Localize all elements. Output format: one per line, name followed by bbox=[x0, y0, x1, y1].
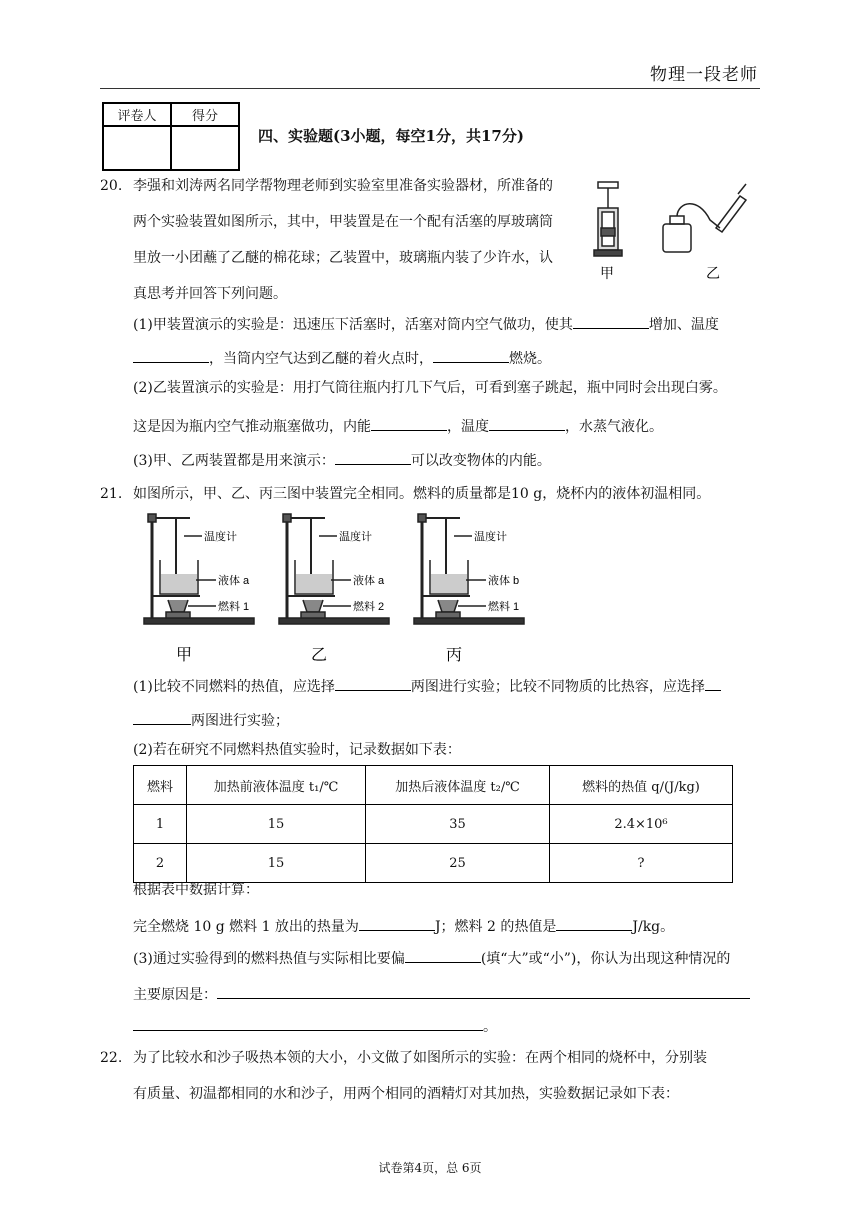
q21-part1-line2 bbox=[133, 708, 289, 731]
setup-yi-liquid-label: 液体 a bbox=[353, 575, 385, 587]
q21-part1-text-a: (1)比较不同燃料的热值，应选择 bbox=[133, 679, 335, 695]
q20-blank-5[interactable] bbox=[489, 414, 565, 431]
table-header-cell: 燃料 bbox=[134, 766, 187, 805]
reviewer-cell bbox=[103, 126, 171, 170]
table-header-cell: 加热后液体温度 t₂/℃ bbox=[366, 766, 550, 805]
q20-part2-text-d: ，水蒸气液化。 bbox=[565, 419, 663, 435]
q21-apparatus-figure bbox=[140, 508, 540, 668]
setup-bing-liquid-label: 液体 b bbox=[488, 575, 520, 587]
q21-part3-text-a: (3)通过实验得到的燃料热值与实际相比要偏 bbox=[133, 951, 405, 967]
setup-bing-thermometer-label: 温度计 bbox=[474, 531, 507, 543]
fuel-data-table bbox=[133, 765, 733, 883]
q22-line-1: 为了比较水和沙子吸热本领的大小，小文做了如图所示的实验：在两个相同的烧杯中，分别装 bbox=[133, 1050, 707, 1066]
q20-number: 20. bbox=[100, 178, 123, 194]
setup-jia-caption: 甲 bbox=[176, 647, 193, 664]
q20-part2-line1: (2)乙装置演示的实验是：用打气筒往瓶内打几下气后，可看到塞子跳起，瓶中同时会出现白雾。 bbox=[133, 380, 727, 396]
q20-part2-text-c: ，温度 bbox=[447, 419, 489, 435]
setup-jia bbox=[144, 514, 254, 664]
q20-part1-line1 bbox=[133, 312, 719, 335]
q22-number: 22. bbox=[100, 1050, 123, 1066]
q20-apparatus-figure bbox=[588, 172, 760, 290]
fig-label-yi: 乙 bbox=[706, 265, 720, 281]
q20-intro-line-1: 李强和刘涛两名同学帮物理老师到实验室里准备实验器材，所准备的 bbox=[133, 178, 553, 194]
q21-blank-5[interactable] bbox=[405, 946, 481, 963]
table-cell: 2.4×10⁶ bbox=[550, 805, 733, 844]
table-cell: 25 bbox=[366, 844, 550, 883]
header-divider bbox=[100, 88, 760, 89]
q21-part1-text-b: 两图进行实验；比较不同物质的比热容，应选择 bbox=[410, 679, 705, 695]
q20-part3-line bbox=[133, 448, 551, 471]
setup-yi-caption: 乙 bbox=[311, 647, 328, 664]
q21-blank-2a[interactable] bbox=[705, 674, 721, 691]
q21-part3-line1 bbox=[133, 946, 730, 969]
q21-calc-text-b: J；燃料 2 的热值是 bbox=[434, 919, 557, 935]
table-header-cell: 燃料的热值 q/(J/kg) bbox=[550, 766, 733, 805]
section-title: 四、实验题(3小题，每空1分，共17分) bbox=[258, 127, 524, 145]
table-row bbox=[134, 844, 733, 883]
q20-intro-line-2: 两个实验装置如图所示，其中，甲装置是在一个配有活塞的厚玻璃筒 bbox=[133, 214, 553, 230]
setup-bing-fuel-label: 燃料 1 bbox=[488, 601, 520, 613]
setup-jia-liquid-label: 液体 a bbox=[218, 575, 250, 587]
q22-line-2: 有质量、初温都相同的水和沙子，用两个相同的酒精灯对其加热，实验数据记录如下表： bbox=[133, 1086, 679, 1102]
q20-part1-text-a: (1)甲装置演示的实验是：迅速压下活塞时，活塞对筒内空气做功，使其 bbox=[133, 317, 573, 333]
q21-blank-4[interactable] bbox=[556, 914, 632, 931]
table-cell: 2 bbox=[134, 844, 187, 883]
page-footer: 试卷第4页，总 6页 bbox=[378, 1161, 482, 1175]
bottle-pump-apparatus bbox=[663, 184, 746, 252]
fig-label-jia: 甲 bbox=[600, 265, 614, 281]
q20-part1-text-b: 增加、温度 bbox=[648, 317, 719, 333]
q20-part1-line2 bbox=[133, 346, 551, 369]
grader-box bbox=[102, 102, 240, 171]
q20-part1-text-c: ，当筒内空气达到乙醚的着火点时， bbox=[209, 351, 433, 367]
q21-part1-line1 bbox=[133, 674, 721, 697]
setup-yi-fuel-label: 燃料 2 bbox=[353, 601, 385, 613]
q21-blank-1[interactable] bbox=[335, 674, 411, 691]
q20-part2-text-b: 这是因为瓶内空气推动瓶塞做功，内能 bbox=[133, 419, 371, 435]
table-cell: 15 bbox=[187, 844, 366, 883]
setup-bing bbox=[414, 514, 524, 664]
q20-part2-line2 bbox=[133, 414, 663, 437]
q21-calc-text-c: J/kg。 bbox=[632, 919, 675, 935]
q20-blank-2[interactable] bbox=[133, 346, 209, 363]
table-header-cell: 加热前液体温度 t₁/℃ bbox=[187, 766, 366, 805]
q21-part3-line3 bbox=[133, 1014, 497, 1037]
setup-bing-caption: 丙 bbox=[446, 647, 463, 664]
q20-intro-line-4: 真思考并回答下列问题。 bbox=[133, 286, 287, 302]
q20-blank-6[interactable] bbox=[335, 448, 411, 465]
table-cell: ? bbox=[550, 844, 733, 883]
page-header-title: 物理一段老师 bbox=[650, 65, 758, 85]
piston-cylinder-apparatus bbox=[594, 182, 622, 256]
q21-part1-text-c: 两图进行实验； bbox=[191, 713, 289, 729]
q21-calc-intro: 根据表中数据计算： bbox=[133, 882, 259, 898]
q21-part2-line: (2)若在研究不同燃料热值实验时，记录数据如下表： bbox=[133, 742, 461, 758]
q21-blank-6b[interactable] bbox=[133, 1014, 483, 1031]
q21-blank-2b[interactable] bbox=[133, 708, 191, 725]
q21-part3-text-d: 。 bbox=[483, 1019, 497, 1035]
q21-part3-text-c: 主要原因是： bbox=[133, 987, 217, 1003]
reviewer-label: 评卷人 bbox=[103, 103, 171, 126]
score-cell bbox=[171, 126, 239, 170]
q21-number: 21. bbox=[100, 486, 123, 502]
q21-part3-line2 bbox=[133, 982, 750, 1005]
q21-intro: 如图所示，甲、乙、丙三图中装置完全相同。燃料的质量都是10 g，烧杯内的液体初温相同。 bbox=[133, 486, 711, 502]
q21-part3-text-b: (填“大”或“小”)，你认为出现这种情况的 bbox=[480, 951, 731, 967]
table-row bbox=[134, 805, 733, 844]
table-cell: 1 bbox=[134, 805, 187, 844]
q20-part3-text-b: 可以改变物体的内能。 bbox=[410, 453, 551, 469]
q20-part3-text-a: (3)甲、乙两装置都是用来演示： bbox=[133, 453, 335, 469]
setup-jia-thermometer-label: 温度计 bbox=[204, 531, 237, 543]
q20-blank-3[interactable] bbox=[433, 346, 509, 363]
q21-calc-line bbox=[133, 914, 674, 937]
q21-blank-3[interactable] bbox=[359, 914, 435, 931]
q21-calc-text-a: 完全燃烧 10 g 燃料 1 放出的热量为 bbox=[133, 919, 359, 935]
setup-jia-fuel-label: 燃料 1 bbox=[218, 601, 250, 613]
q21-blank-6a[interactable] bbox=[217, 982, 750, 999]
setup-yi bbox=[279, 514, 389, 664]
q20-blank-1[interactable] bbox=[573, 312, 649, 329]
setup-yi-thermometer-label: 温度计 bbox=[339, 531, 372, 543]
q20-part1-text-d: 燃烧。 bbox=[509, 351, 551, 367]
table-header-row bbox=[134, 766, 733, 805]
q20-blank-4[interactable] bbox=[371, 414, 447, 431]
q20-intro-line-3: 里放一小团蘸了乙醚的棉花球；乙装置中，玻璃瓶内装了少许水，认 bbox=[133, 250, 553, 266]
table-cell: 15 bbox=[187, 805, 366, 844]
score-label: 得分 bbox=[171, 103, 239, 126]
table-cell: 35 bbox=[366, 805, 550, 844]
